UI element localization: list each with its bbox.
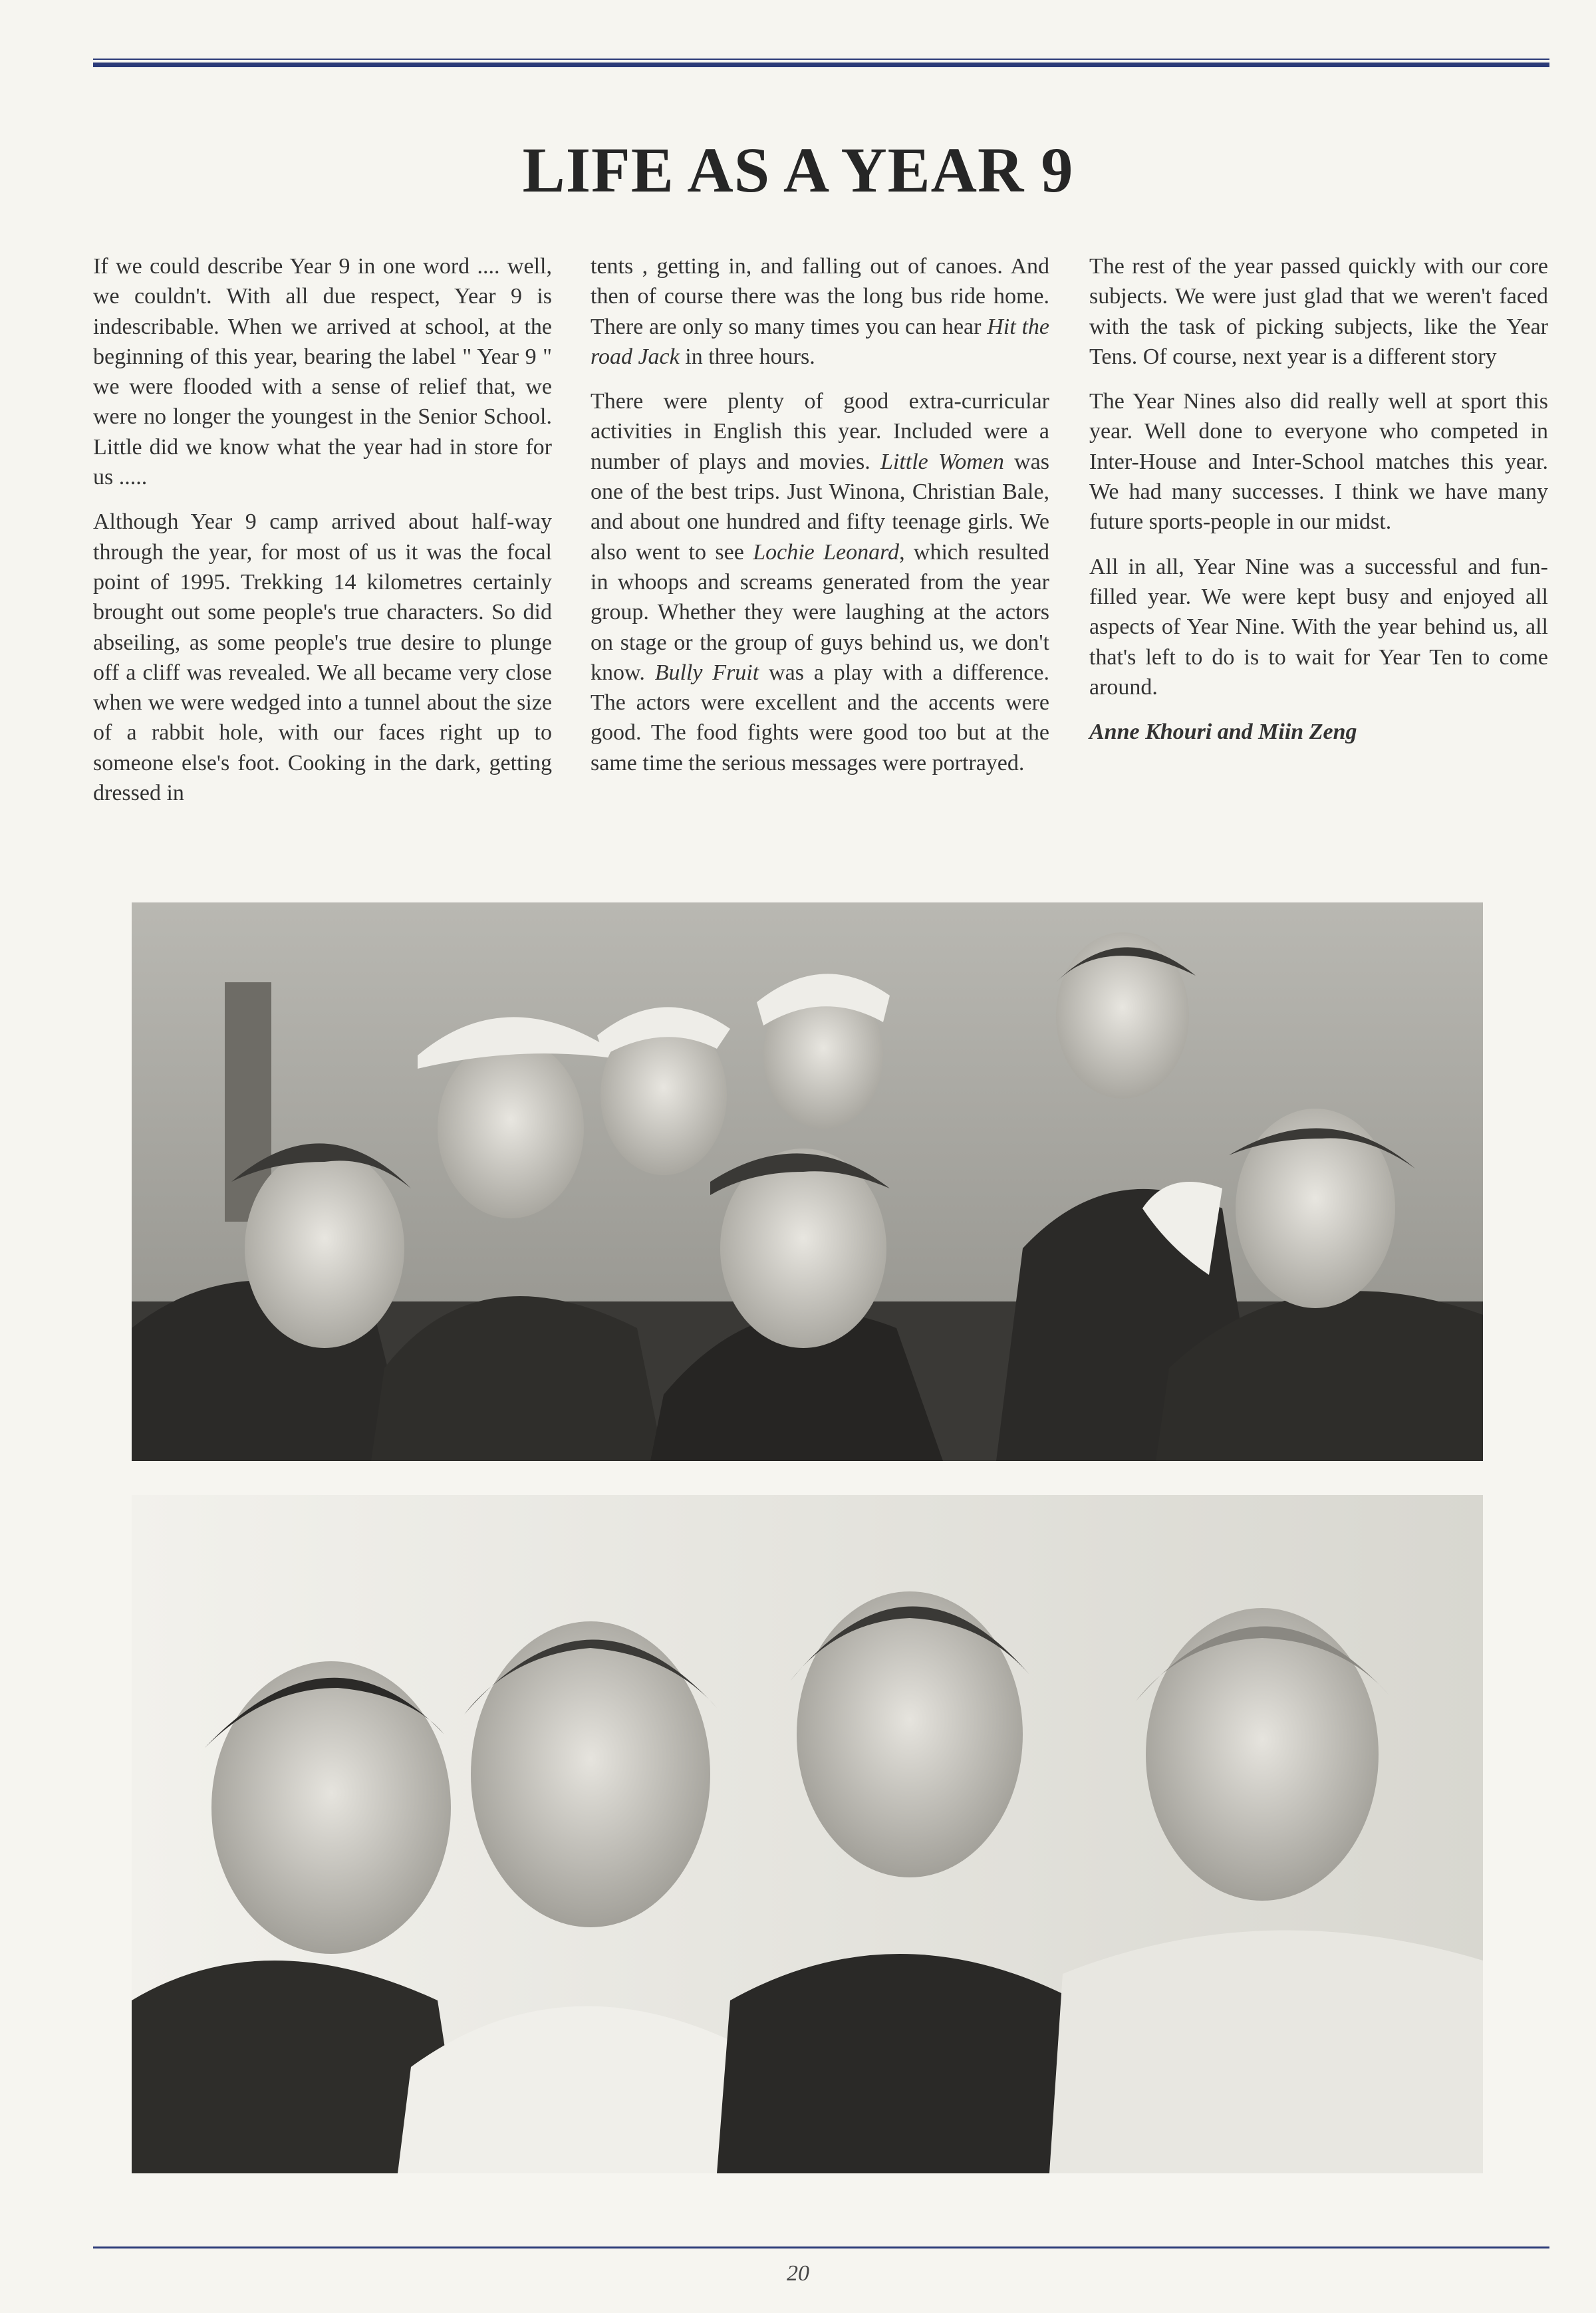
film-title: Lochie Leonard [753, 539, 900, 565]
group-photo-friends [132, 1495, 1483, 2173]
article-column-1 [93, 251, 552, 823]
bottom-rule [93, 2246, 1549, 2248]
paragraph: All in all, Year Nine was a successful and fun-filled year. We were kept busy and enjoyed all aspects of Year Nine. With the year behind us, all that's left to do is to wait for Year Ten to come around. [1089, 554, 1548, 700]
photo-friends-image [132, 1495, 1483, 2173]
page-title: LIFE AS A YEAR 9 [522, 134, 1074, 205]
top-rule [93, 59, 1549, 69]
song-title: Hit the road Jack [591, 314, 1050, 369]
paragraph: Although Year 9 camp arrived about half-way through the year, for most of us it was the focal point of 1995. Trekking 14 kilometres certainly brought out some people's true characters. So did abseiling, as some people's true desire to plunge off a cliff was revealed. We all became very close when we were wedged into a tunnel about the size of a rabbit hole, with our faces right up to someone else's foot. Cooking in the dark, getting dressed in [93, 509, 552, 806]
top-rule-thick [93, 63, 1549, 67]
photo-camp-image [132, 902, 1483, 1461]
article-column-3 [1089, 251, 1548, 761]
top-rule-thin [93, 59, 1549, 60]
paragraph: There were plenty of good extra-curricular activities in English this year. Included were a number of plays and movies. Little Women was one of the best trips. Just Winona, Christian Bale, and about one hundred and fifty teenage girls. We also went to see Lochie Leonard, which resulted in whoops and screams generated from the year group. Whether they were laughing at the actors on stage or the group of guys behind us, we don't know. Bully Fruit was a play with a difference. The actors were excellent and the accents were good. The food fights were good too but at the same time the serious messages were portrayed. [591, 389, 1050, 775]
paragraph: If we could describe Year 9 in one word .... well, we couldn't. With all due respect, Year 9 is indescribable. When we arrived at school, at the beginning of this year, bearing the label " Year 9 " we were flooded with a sense of relief that, we were no longer the youngest in the Senior School. Little did we know what the year had in store for us ..... [93, 254, 552, 490]
group-photo-camp [132, 902, 1483, 1461]
film-title: Little Women [880, 449, 1004, 474]
paragraph: The rest of the year passed quickly with our core subjects. We were just glad that we weren't faced with the task of picking subjects, like the Year Tens. Of course, next year is a different story [1089, 254, 1548, 369]
paragraph: The Year Nines also did really well at sport this year. Well done to everyone who competed in Inter-House and Inter-School matches this year. We had many successes. I think we have many future sports-people in our midst. [1089, 389, 1548, 535]
author-byline: Anne Khouri and Miin Zeng [1089, 720, 1357, 745]
article-column-2 [591, 251, 1049, 793]
page-number: 20 [787, 2261, 809, 2286]
play-title: Bully Fruit [654, 660, 759, 685]
paragraph: tents , getting in, and falling out of canoes. And then of course there was the long bus ride home. There are only so many times you can hear Hit the road Jack in three hours. [591, 254, 1050, 369]
